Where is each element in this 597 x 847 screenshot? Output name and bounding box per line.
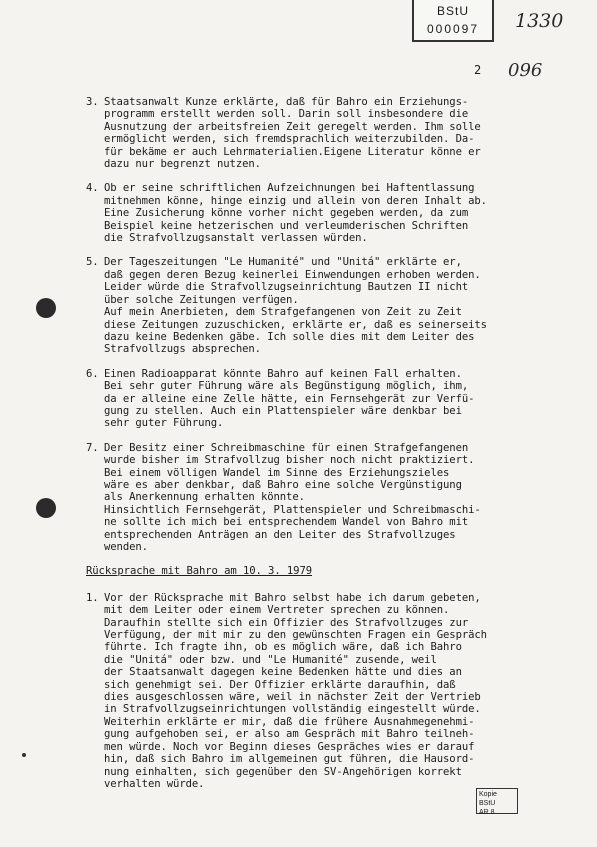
item-text-line: Verfügung, der mit mir zu den gewünschten Fragen ein Gespräch <box>104 629 487 642</box>
page-number: 2 <box>474 63 482 77</box>
item-text-line: Ausnutzung der arbeitsfreien Zeit geregelt werden. Ihm solle <box>104 120 481 133</box>
item-text-line: programm erstellt werden soll. Darin soll insbesondere die <box>104 108 469 121</box>
item-text-line: Hinsichtlich Fernsehgerät, Plattenspieler und Schreibmaschi- <box>104 503 481 516</box>
punch-hole <box>36 498 56 518</box>
item-text-line: Der Besitz einer Schreibmaschine für einen Strafgefangenen <box>104 441 469 454</box>
item-number: 6. <box>86 367 99 380</box>
list-item <box>86 442 556 554</box>
item-number: 5. <box>86 256 99 269</box>
item-text-line: ne sollte ich mich bei entsprechendem Wandel von Bahro mit <box>104 516 469 529</box>
section-list <box>86 592 556 791</box>
item-text-line: ermöglicht werden, sich fremdsprachlich weiterzubilden. Da- <box>104 133 475 146</box>
margin-mark <box>22 753 26 757</box>
section-title: Rücksprache mit Bahro am 10. 3. 1979 <box>86 565 313 578</box>
item-text-line: entsprechenden Anträgen an den Leiter des Strafvollzuges <box>104 528 456 541</box>
item-text-line: Auf mein Anerbieten, dem Strafgefangenen von Zeit zu Zeit <box>104 306 462 319</box>
item-text-line: Der Tageszeitungen "Le Humanité" und "Unitá" erklärte er, <box>104 256 462 269</box>
item-text-line: Staatsanwalt Kunze erklärte, daß für Bahro ein Erziehungs- <box>104 96 469 108</box>
item-text-line: wurde bisher im Strafvollzug bisher noch nicht praktiziert. <box>104 454 475 467</box>
list-item <box>86 368 556 430</box>
item-text-line: daß gegen deren Bezug keinerlei Einwendungen erhoben werden. <box>104 268 481 281</box>
list-item <box>86 96 556 170</box>
punch-hole <box>36 298 56 318</box>
item-text-line: wäre es aber denkbar, daß Bahro eine solche Vergünstigung <box>104 478 462 491</box>
item-text-line: verhalten würde. <box>104 777 205 790</box>
item-text-line: men würde. Noch vor Beginn dieses Gespräches wies er darauf <box>104 740 475 753</box>
list-item <box>86 182 556 244</box>
item-number: 4. <box>86 182 99 195</box>
item-text-line: da er alleine eine Zelle hätte, ein Fernsehgerät zur Verfü- <box>104 392 475 405</box>
item-text-line: die Strafvollzugsanstalt verlassen würden. <box>104 232 368 245</box>
item-text-line: die "Unitá" oder bzw. und "Le Humanité" zusende, weil <box>104 653 437 666</box>
stamp-label: BStU <box>436 4 469 18</box>
item-text-line: wenden. <box>104 541 148 553</box>
list-item <box>86 592 556 791</box>
item-text-line: Einen Radioapparat könnte Bahro auf keinen Fall erhalten. <box>104 367 462 380</box>
item-text-line: gung aufgehoben sei, er also am Gespräch mit Bahro teilneh- <box>104 728 475 741</box>
item-text-line: Leider würde die Strafvollzugseinrichtung Bautzen II nicht <box>104 281 469 294</box>
copy-stamp-label: Kopie BStU <box>479 791 497 807</box>
item-text-line: für bekäme er auch Lehrmaterialien.Eigene Literatur könne er <box>104 145 481 158</box>
item-text-line: sehr guter Führung. <box>104 417 224 430</box>
handwritten-number: 1330 <box>515 10 564 32</box>
item-text-line: mit dem Leiter oder einem Vertreter sprechen zu können. <box>104 604 450 617</box>
item-text-line: dazu keine Bedenken gäbe. Ich solle dies mit dem Leiter des <box>104 330 475 343</box>
item-text-line: dies ausgeschlossen wäre, weil in nächster Zeit der Vertrieb <box>104 691 481 704</box>
item-text-line: nung einhalten, sich gegenüber den SV-Angehörigen korrekt <box>104 765 462 778</box>
item-text-line: führte. Ich fragte ihn, ob es möglich wäre, daß ich Bahro <box>104 641 462 654</box>
item-text-line: hin, daß sich Bahro im allgemeinen gut führen, die Hausord- <box>104 753 475 766</box>
item-text-line: Weiterhin erklärte er mir, daß die frühere Ausnahmegenehmi- <box>104 715 475 728</box>
document-body <box>86 96 556 802</box>
item-text-line: Daraufhin stellte sich ein Offizier des Strafvollzuges zur <box>104 616 469 629</box>
item-number: 3. <box>86 96 99 108</box>
item-text-line: dazu nur begrenzt nutzen. <box>104 158 261 171</box>
handwritten-page-number: 096 <box>508 60 543 81</box>
item-number: 7. <box>86 441 99 454</box>
item-text-line: Bei sehr guter Führung wäre als Begünstigung möglich, ihm, <box>104 380 469 393</box>
copy-stamp-ref: AR 8 <box>479 809 495 816</box>
item-text-line: mitnehmen könne, hinge einzig und allein von deren Inhalt ab. <box>104 194 487 207</box>
list-item <box>86 256 556 355</box>
copy-stamp <box>476 788 518 814</box>
item-number: 1. <box>86 591 99 604</box>
item-text-line: Beispiel keine hetzerischen und verleumderischen Schriften <box>104 219 469 232</box>
item-text-line: in Strafvollzugseinrichtungen vollständig eingestellt würde. <box>104 703 481 716</box>
stamp-number: 000097 <box>426 22 480 36</box>
item-text-line: als Anerkennung erhalten könnte. <box>104 491 305 504</box>
item-text-line: Eine Zusicherung könne vorher nicht gegeben werden, da zum <box>104 207 469 220</box>
item-text-line: Vor der Rücksprache mit Bahro selbst habe ich darum gebeten, <box>104 591 481 604</box>
numbered-list <box>86 96 556 553</box>
item-text-line: diese Zeitungen zuzuschicken, erklärte er, daß es seinerseits <box>104 318 487 331</box>
archive-stamp <box>412 0 494 42</box>
item-text-line: sich genehmigt sei. Der Offizier erklärte daraufhin, daß <box>104 678 456 691</box>
item-text-line: der Staatsanwalt dagegen keine Bedenken hätte und dies an <box>104 666 462 679</box>
item-text-line: Ob er seine schriftlichen Aufzeichnungen bei Haftentlassung <box>104 182 475 195</box>
item-text-line: Bei einem völligen Wandel im Sinne des Erziehungszieles <box>104 466 450 479</box>
item-text-line: Strafvollzugs absprechen. <box>104 343 261 356</box>
item-text-line: über solche Zeitungen verfügen. <box>104 293 299 306</box>
item-text-line: gung zu stellen. Auch ein Plattenspieler wäre denkbar bei <box>104 404 462 417</box>
